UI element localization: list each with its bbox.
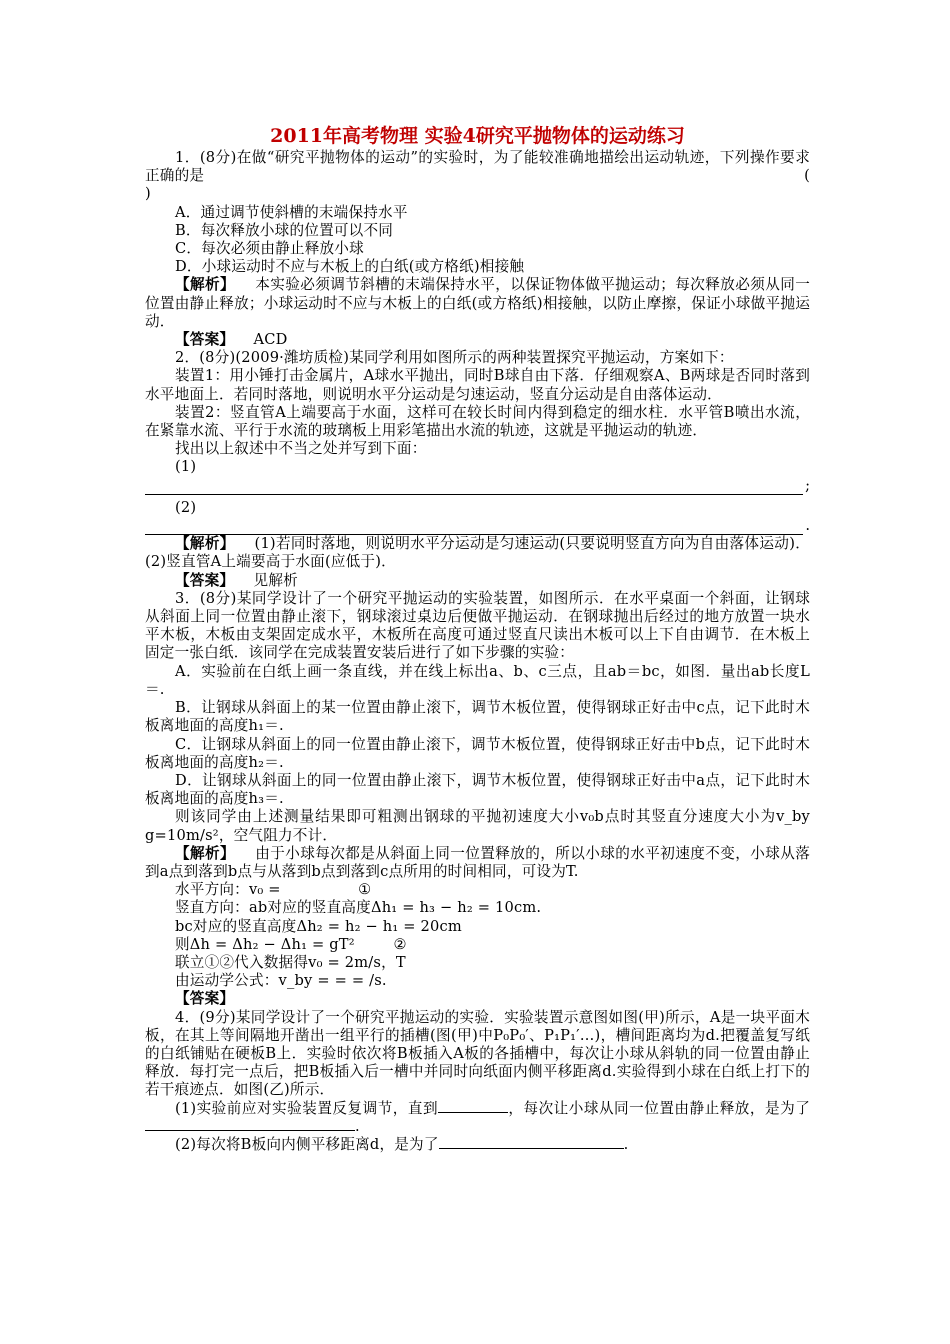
q2-stem: 2．(8分)(2009·潍坊质检)某同学利用如图所示的两种装置探究平抛运动，方案如下： bbox=[175, 349, 734, 367]
q2-blank1-label: (1) bbox=[175, 458, 197, 476]
q2-answer: 【答案】 见解析 bbox=[175, 571, 298, 589]
q1-option-a: A．通过调节使斜槽的末端保持水平 bbox=[175, 203, 408, 221]
q2-find: 找出以上叙述中不当之处并写到下面： bbox=[175, 440, 427, 458]
q1-answer: 【答案】 ACD bbox=[175, 331, 288, 349]
q3-stem: 3．(8分)某同学设计了一个研究平抛运动的实验装置，如图所示．在水平桌面一个斜面，让钢球从斜面上同一位置由静止滚下，钢球滚过桌边后便做平抛运动．在钢球抛出后经过的地方放置一块水平木板，木板由支架固定成水平，木板所在高度可通过竖直尺读出木板可以上下自由调节．在木板上固定一张白纸．该同学在完成装置安装后进行了如下步骤的实验： bbox=[145, 589, 810, 662]
q2-blank2-end: . bbox=[805, 517, 810, 535]
q3-bc: bc对应的竖直高度Δh₂ = h₂ − h₁ = 20cm bbox=[175, 917, 462, 935]
q4-blank-purpose[interactable] bbox=[145, 1118, 355, 1131]
q2-blank1-end: ; bbox=[805, 476, 810, 494]
q2-blank2-label: (2) bbox=[175, 498, 197, 516]
q3-then: 则Δh = Δh₂ − Δh₁ = gT² ② bbox=[175, 935, 407, 953]
page-title: 2011年高考物理 实验4研究平抛物体的运动练习 bbox=[270, 125, 685, 147]
q3-analysis: 【解析】 由于小球每次都是从斜面上同一位置释放的，所以小球的水平初速度不变，小球从落到a点到落到b点与从落到b点到落到c点所用的时间相同，可设为T. bbox=[145, 844, 811, 880]
q2-device1: 装置1：用小锤打击金属片，A球水平抛出，同时B球自由下落．仔细观察A、B两球是否同时落到水平地面上．若同时落地，则说明水平分运动是匀速运动，竖直分运动是自由落体运动． bbox=[145, 367, 810, 403]
q4-stem: 4．(9分)某同学设计了一个研究平抛运动的实验．实验装置示意图如图(甲)所示，A是一块平面木板，在其上等间隔地开凿出一组平行的插槽(图(甲)中P₀P₀′、P₁P₁′…)，槽间距离均为d.把覆盖复写纸的白纸铺贴在硬板B上．实验时依次将B板插入A板的各插槽中，每次让小球从斜轨的同一位置由静止释放．每打完一点后，把B板插入后一槽中并同时向纸面内侧平移距离d.实验得到小球在白纸上打下的若干痕迹点．如图(乙)所示． bbox=[145, 1008, 810, 1099]
q3-answer-label: 【答案】 bbox=[175, 990, 235, 1008]
q1-option-c: C．每次必须由静止释放小球 bbox=[175, 240, 364, 258]
q3-combine: 联立①②代入数据得v₀ = 2m/s，T bbox=[175, 953, 406, 971]
q2-device2: 装置2：竖直管A上端要高于水面，这样可在较长时间内得到稳定的细水柱．水平管B喷出水流，在紧靠水流、平行于水流的玻璃板上用彩笔描出水流的轨迹，这就是平抛运动的轨迹． bbox=[145, 403, 810, 440]
q2-blank1[interactable] bbox=[145, 477, 810, 495]
q1-option-d: D．小球运动时不应与木板上的白纸(或方格纸)相接触 bbox=[175, 258, 525, 276]
q3-kinematics: 由运动学公式：v_by = = = /s. bbox=[175, 972, 387, 990]
q1-option-b: B．每次释放小球的位置可以不同 bbox=[175, 221, 394, 239]
q3-vertical: 竖直方向：ab对应的竖直高度Δh₁ = h₃ − h₂ = 10cm. bbox=[175, 899, 542, 917]
q3-conclusion: 则该同学由上述测量结果即可粗测出钢球的平抛初速度大小v₀b点时其竖直分速度大小为v_by g=10m/s²，空气阻力不计． bbox=[145, 808, 810, 844]
q4-sub2: (2)每次将B板向内侧平移距离d，是为了 . bbox=[175, 1135, 629, 1153]
q1-paren-close: ) bbox=[145, 185, 151, 203]
q1-analysis: 【解析】 本实验必须调节斜槽的末端保持水平，以保证物体做平抛运动；每次释放必须从同一位置由静止释放；小球运动时不应与木板上的白纸(或方格纸)相接触，以防止摩擦，保证小球做平抛运动． bbox=[145, 276, 811, 330]
q2-blank2[interactable] bbox=[145, 517, 810, 535]
q4-sub1: (1)实验前应对实验装置反复调节，直到 ，每次让小球从同一位置由静止释放，是为了. bbox=[145, 1100, 810, 1136]
q3-step-b: B．让钢球从斜面上的某一位置由静止滚下，调节木板位置，使得钢球正好击中c点，记下此时木板离地面的高度h₁＝. bbox=[145, 699, 810, 735]
q4-blank-shift[interactable] bbox=[439, 1136, 624, 1149]
document-page bbox=[145, 125, 810, 1154]
q4-blank-adjust[interactable] bbox=[438, 1100, 508, 1113]
q3-horizontal: 水平方向：v₀ = ① bbox=[175, 881, 372, 899]
q2-analysis: 【解析】 (1)若同时落地，则说明水平分运动是匀速运动(只要说明竖直方向为自由落体运动)．(2)竖直管A上端要高于水面(应低于)． bbox=[145, 535, 811, 571]
q3-step-a: A．实验前在白纸上画一条直线，并在线上标出a、b、c三点，且ab＝bc，如图．量出ab长度L＝. bbox=[145, 662, 810, 698]
q3-step-c: C．让钢球从斜面上的同一位置由静止滚下，调节木板位置，使得钢球正好击中b点，记下此时木板离地面的高度h₂＝. bbox=[145, 735, 810, 771]
q1-stem: 1．(8分)在做“研究平抛物体的运动”的实验时，为了能较准确地描绘出运动轨迹，下列操作要求正确的是 ( bbox=[145, 149, 810, 185]
q1-paren-open: ( bbox=[804, 167, 810, 185]
q3-step-d: D．让钢球从斜面上的同一位置由静止滚下，调节木板位置，使得钢球正好击中a点，记下此时木板离地面的高度h₃＝. bbox=[145, 771, 810, 808]
